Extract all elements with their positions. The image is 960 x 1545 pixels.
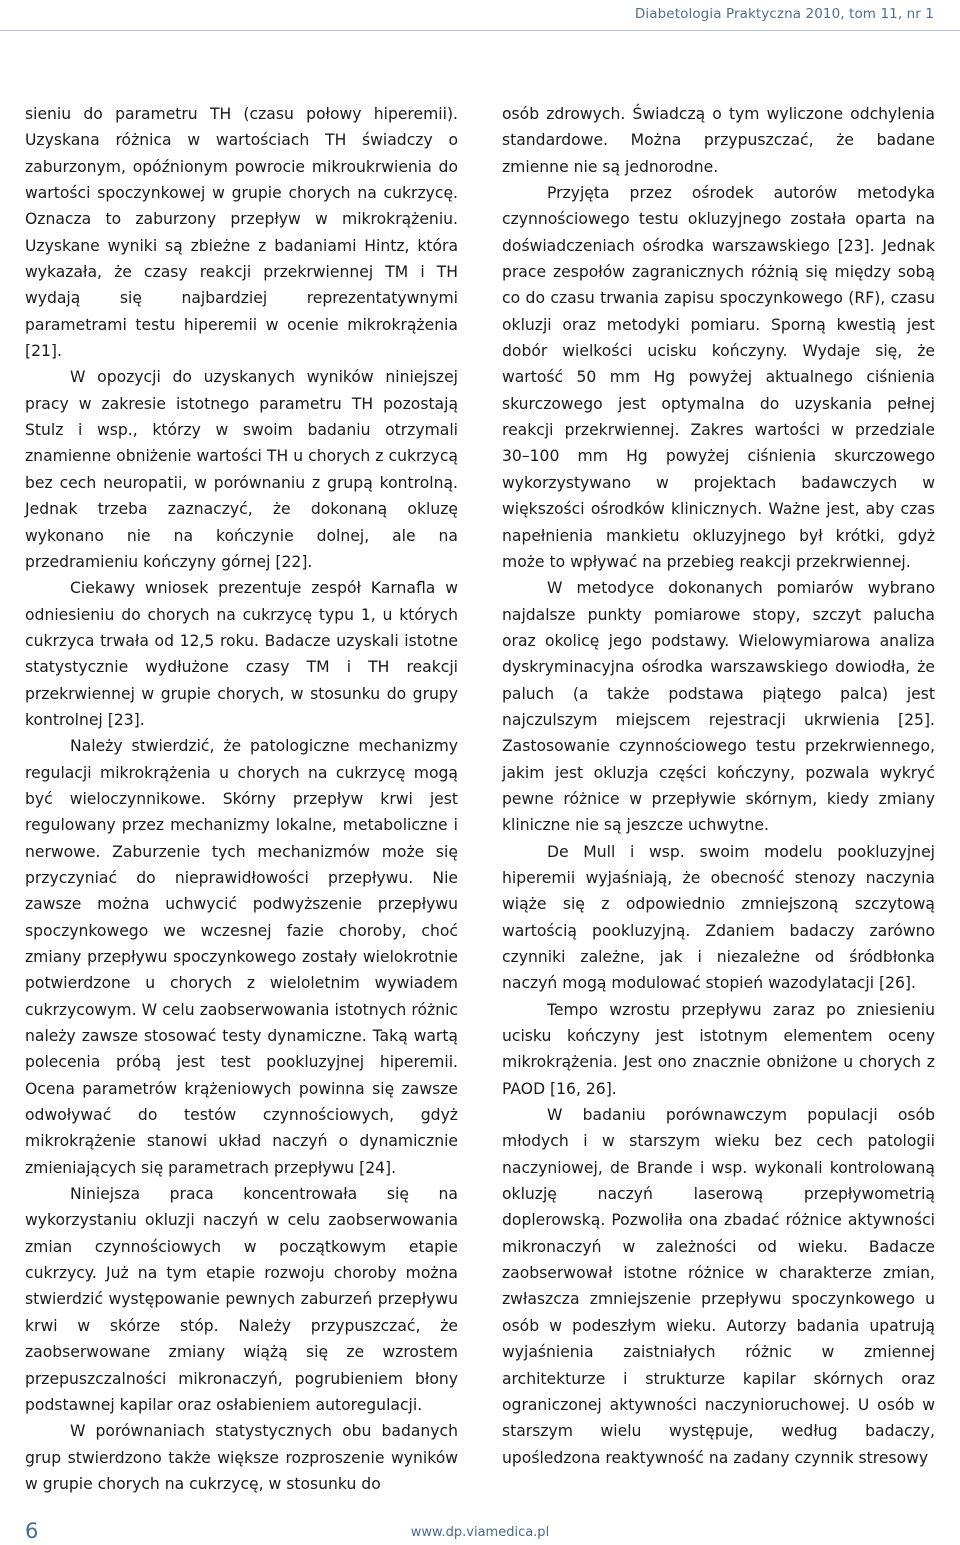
paragraph: De Mull i wsp. swoim modelu pookluzyjnej hiperemii wyjaśniają, że obecność stenozy naczynia wiąże się z odpowiednio zmniejszoną szczytową wartością pookluzyjną. Zdaniem badaczy zarówno czynniki zależne, jak i niezależne od śródbłonka naczyń mogą modulować stopień wazodylatacji [26]. [502, 842, 935, 993]
paragraph: sieniu do parametru TH (czasu połowy hiperemii). Uzyskana różnica w wartościach TH świadczy o zaburzonym, opóźnionym powrocie mikroukrwienia do wartości spoczynkowej w grupie chorych na cukrzycę. Oznacza to zaburzony przepływ w mikrokrążeniu. Uzyskane wyniki są zbieżne z badaniami Hintz, która wykazała, że czasy reakcji przekrwiennej TM i TH wydają się najbardziej reprezentatywnymi parametrami testu hiperemii w ocenie mikrokrążenia [21]. [25, 105, 458, 361]
paragraph: W porównaniach statystycznych obu badanych grup stwierdzono także większe rozproszenie wyników w grupie chorych na cukrzycę, w stosunku do [25, 1422, 458, 1493]
footer-url[interactable]: www.dp.viamedica.pl [410, 1525, 550, 1540]
paragraph: Przyjęta przez ośrodek autorów metodyka czynnościowego testu okluzyjnego została oparta na doświadczeniach ośrodka warszawskiego [23]. Jednak prace zespołów zagranicznych różnią się między sobą co do czasu trwania zapisu spoczynkowego (RF), czasu okluzji oraz metodyki pomiaru. Sporną kwestią jest dobór wielkości ucisku kończyny. Wydaje się, że wartość 50 mm Hg powyżej aktualnego ciśnienia skurczowego jest optymalna do uzyskania pełnej reakcji przekrwiennej. Zakres wartości w przedziale 30–100 mm Hg powyżej ciśnienia skurczowego wykorzystywano w projektach badawczych w większości ośrodków klinicznych. Ważne jest, aby czas napełnienia mankietu okluzyjnego był krótki, gdyż może to wpływać na przebieg reakcji przekrwiennej. [502, 184, 935, 571]
running-header [0, 0, 960, 34]
paragraph: Niniejsza praca koncentrowała się na wykorzystaniu okluzji naczyń w celu zaobserwowania zmian czynnościowych w początkowym etapie cukrzycy. Już na tym etapie rozwoju choroby można stwierdzić występowanie pewnych zaburzeń przepływu krwi w skórze stóp. Należy przypuszczać, że zaobserwowane zmiany wiążą się ze wzrostem przepuszczalności mikronaczyń, pogrubieniem błony podstawnej kapilar oraz osłabieniem autoregulacji. [25, 1185, 458, 1414]
paragraph: Tempo wzrostu przepływu zaraz po zniesieniu ucisku kończyny jest istotnym elementem oceny mikrokrążenia. Jest ono znacznie obniżone u chorych z PAOD [16, 26]. [502, 1000, 935, 1098]
page-number: 6 [25, 1519, 39, 1543]
journal-citation: Diabetologia Praktyczna 2010, tom 11, nr 1 [634, 6, 934, 22]
paragraph: Ciekawy wniosek prezentuje zespół Karnafla w odniesieniu do chorych na cukrzycę typu 1, u których cukrzyca trwała od 12,5 roku. Badacze uzyskali istotne statystycznie wydłużone czasy TM i TH reakcji przekrwiennej w grupie chorych, w stosunku do grupy kontrolnej [23]. [25, 579, 458, 729]
paragraph: W opozycji do uzyskanych wyników niniejszej pracy w zakresie istotnego parametru TH pozostają Stulz i wsp., którzy w swoim badaniu otrzymali znamienne obniżenie wartości TH u chorych z cukrzycą bez cech neuropatii, w porównaniu z grupą kontrolną. Jednak trzeba zaznaczyć, że dokonaną okluzę wykonano nie na kończynie dolnej, ale na przedramieniu kończyny górnej [22]. [25, 368, 458, 571]
paragraph: Należy stwierdzić, że patologiczne mechanizmy regulacji mikrokrążenia u chorych na cukrzycę mogą być wieloczynnikowe. Skórny przepływ krwi jest regulowany przez mechanizmy lokalne, metaboliczne i nerwowe. Zaburzenie tych mechanizmów może się przyczyniać do nieprawidłowości przepływu. Nie zawsze można uchwycić podwyższenie przepływu spoczynkowego we wczesnej fazie choroby, choć zmiany przepływu spoczynkowego zostały wielokrotnie potwierdzone u chorych z wieloletnim wywiadem cukrzycowym. W celu zaobserwowania istotnych różnic należy zawsze stosować testy dynamiczne. Taką wartą polecenia próbą jest test pookluzyjnej hiperemii. Ocena parametrów krążeniowych powinna się zawsze odwoływać do testów czynnościowych, gdyż mikrokrążenie stanowi układ naczyń o dynamicznie zmieniających się parametrach przepływu [24]. [25, 737, 458, 1177]
right-column [502, 101, 935, 1471]
left-column [25, 101, 458, 1497]
paragraph: osób zdrowych. Świadczą o tym wyliczone odchylenia standardowe. Można przypuszczać, że badane zmienne nie są jednorodne. [502, 105, 935, 176]
paragraph: W metodyce dokonanych pomiarów wybrano najdalsze punkty pomiarowe stopy, szczyt palucha oraz okolicę jego podstawy. Wielowymiarowa analiza dyskryminacyjna ośrodka warszawskiego dowiodła, że paluch (a także podstawa piątego palca) jest najczulszym miejscem rejestracji ukrwienia [25]. Zastosowanie czynnościowego testu przekrwiennego, jakim jest okluzja części kończyny, pozwala wykryć pewne różnice w przepływie skórnym, kiedy zmiany kliniczne nie są jeszcze uchwytne. [502, 579, 935, 835]
paragraph: W badaniu porównawczym populacji osób młodych i w starszym wieku bez cech patologii naczyniowej, de Brande i wsp. wykonali kontrolowaną okluzję naczyń laserową przepływometrią doplerowską. Pozwoliła ona zbadać różnice aktywności mikronaczyń w zależności od wieku. Badacze zaobserwował istotne różnice w charakterze zmian, zwłaszcza zmniejszenie przepływu spoczynkowego u osób w podeszłym wieku. Autorzy badania upatrują wyjaśnienia zaistniałych różnic w zmiennej architekturze i strukturze kapilar skórnych oraz ograniczonej aktywności naczynioruchowej. U osób w starszym wielu występuje, według badaczy, upośledzona reaktywność na zadany czynnik stresowy [502, 1106, 935, 1467]
header-divider [0, 30, 960, 31]
